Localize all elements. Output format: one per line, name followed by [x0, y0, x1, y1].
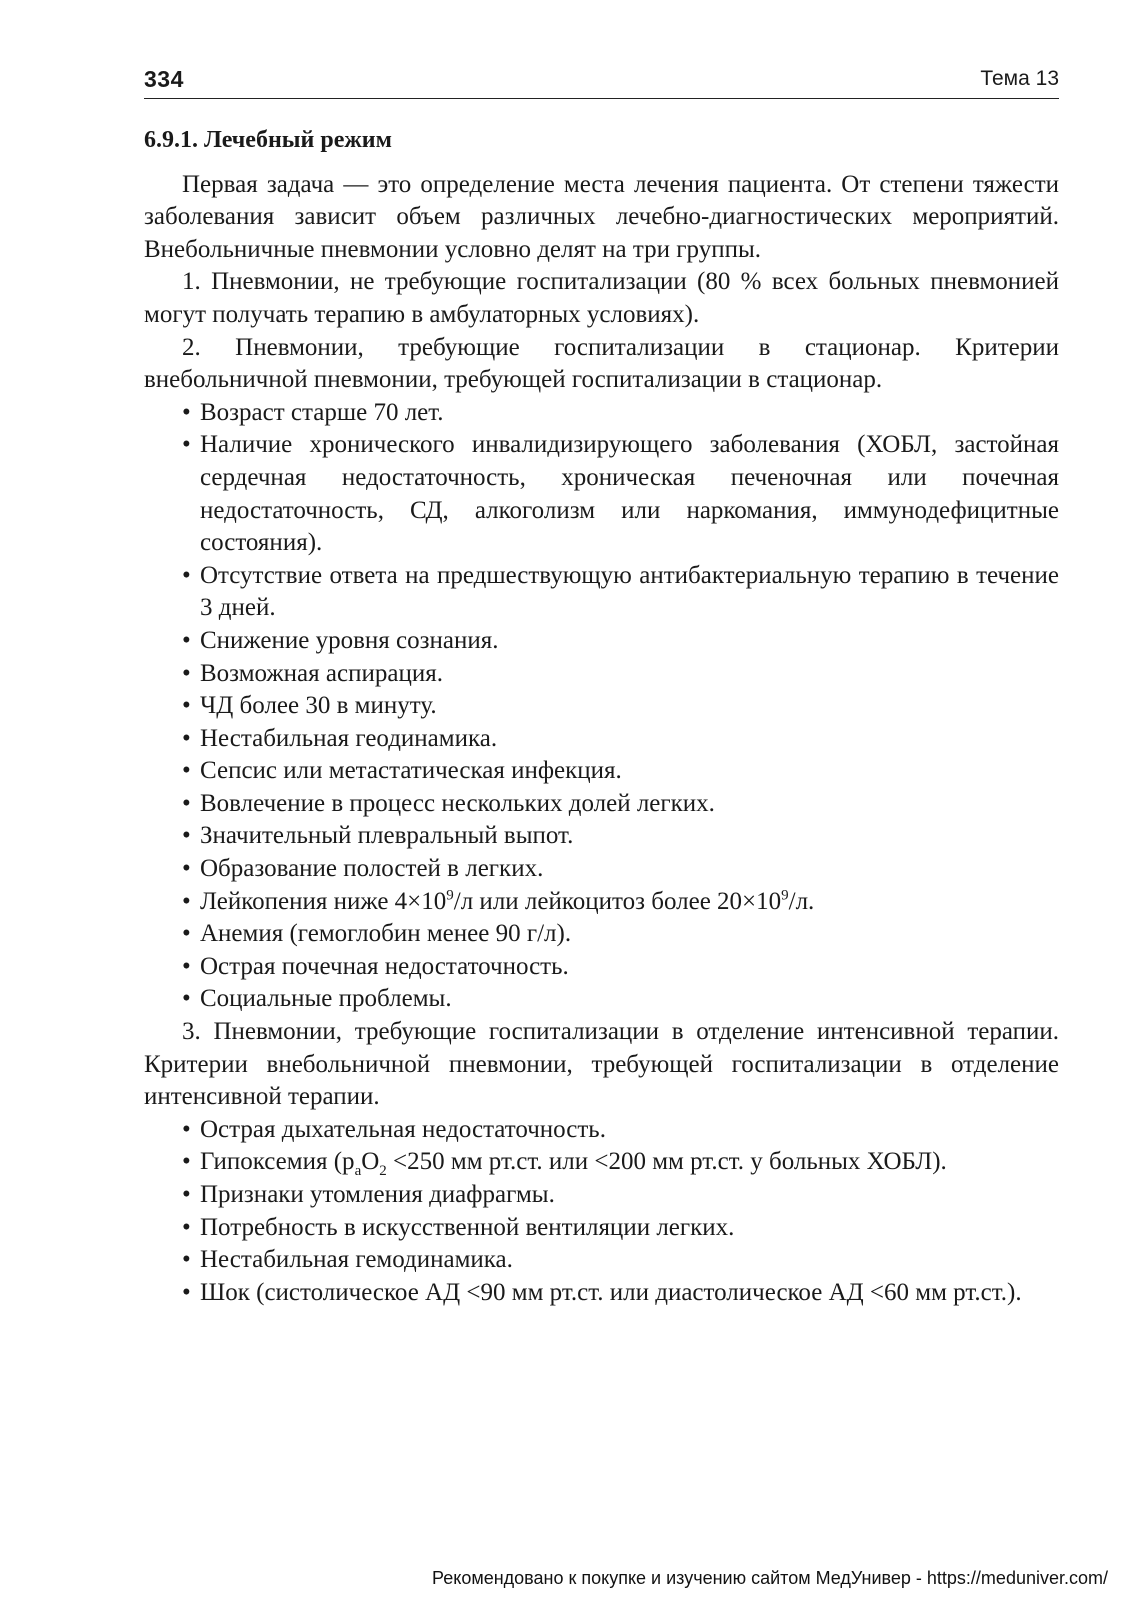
- icu-criterion-respiratory-failure: • Острая дыхательная недостаточность.: [144, 1114, 1059, 1147]
- intro-paragraph: Первая задача — это определение места лечения пациента. От степени тяжести заболевания зависит объем различных лечебно-диагностических мероприятий. Внебольничные пневмонии условно делят на три группы.: [144, 170, 1059, 263]
- icu-criterion-ventilation: • Потребность в искусственной вентиляции легких.: [144, 1212, 1059, 1245]
- leukocytes-exponent-1: 9: [446, 887, 454, 904]
- criterion-respiratory-rate: • ЧД более 30 в минуту.: [144, 690, 1059, 723]
- criterion-aspiration: • Возможная аспирация.: [144, 658, 1059, 691]
- criterion-social: • Социальные проблемы.: [144, 983, 1059, 1016]
- criterion-multilobar: • Вовлечение в процесс нескольких долей легких.: [144, 788, 1059, 821]
- criterion-chronic-disease: • Наличие хронического инвалидизирующего заболевания (ХОБЛ, застойная сердечная недостаточность, хроническая печеночная или почечная недостаточность, СД, алкоголизм или наркомания, иммунодефицитные состояния).: [144, 429, 1059, 559]
- hypoxemia-subscript-a: a: [354, 1163, 362, 1180]
- criterion-anemia: • Анемия (гемоглобин менее 90 г/л).: [144, 918, 1059, 951]
- page-content: [144, 120, 1059, 1309]
- criterion-consciousness: • Снижение уровня сознания.: [144, 625, 1059, 658]
- group-2-paragraph: 2. Пневмонии, требующие госпитализации в стационар. Критерии внебольничной пневмонии, требующей госпитализации в стационар.: [144, 333, 1059, 394]
- group-3-paragraph: 3. Пневмонии, требующие госпитализации в отделение интенсивной терапии. Критерии внебольничной пневмонии, требующей госпитализации в отделение интенсивной терапии.: [144, 1018, 1059, 1111]
- criterion-effusion: • Значительный плевральный выпот.: [144, 820, 1059, 853]
- criterion-hemodynamics: • Нестабильная геодинамика.: [144, 723, 1059, 756]
- group-3-criteria-list: [144, 1114, 1059, 1310]
- hypoxemia-subscript-2: 2: [379, 1163, 387, 1180]
- hypoxemia-text-3: <250 мм рт.ст. или <200 мм рт.ст. у больных ХОБЛ).: [386, 1148, 947, 1176]
- hypoxemia-text-1: Гипоксемия (p: [200, 1148, 355, 1176]
- criterion-sepsis: • Сепсис или метастатическая инфекция.: [144, 755, 1059, 788]
- leukocytes-text-1: Лейкопения ниже 4×10: [200, 887, 447, 915]
- page-header: [144, 64, 1059, 99]
- group-1-paragraph: 1. Пневмонии, не требующие госпитализации (80 % всех больных пневмонией могут получать терапию в амбулаторных условиях).: [144, 268, 1059, 328]
- icu-criterion-shock: • Шок (систолическое АД <90 мм рт.ст. или диастолическое АД <60 мм рт.ст.).: [144, 1277, 1059, 1310]
- group-2-criteria-list: [144, 397, 1059, 1016]
- icu-criterion-hypoxemia: [144, 1146, 1059, 1179]
- footer-recommendation: Рекомендовано к покупке и изучению сайтом МедУнивер - https://meduniver.com/: [432, 1568, 1108, 1588]
- criterion-cavities: • Образование полостей в легких.: [144, 853, 1059, 886]
- criterion-age: • Возраст старше 70 лет.: [144, 397, 1059, 430]
- leukocytes-text-3: /л.: [788, 887, 815, 915]
- icu-criterion-hemodynamics: • Нестабильная гемодинамика.: [144, 1244, 1059, 1277]
- leukocytes-text-2: /л или лейкоцитоз более 20×10: [453, 887, 782, 915]
- running-head: Тема 13: [980, 67, 1059, 90]
- leukocytes-exponent-2: 9: [781, 887, 789, 904]
- criterion-leukocytes: [144, 886, 1059, 919]
- hypoxemia-text-2: O: [361, 1148, 380, 1176]
- criterion-no-response: • Отсутствие ответа на предшествующую антибактериальную терапию в течение 3 дней.: [144, 560, 1059, 625]
- page-number: 334: [144, 66, 184, 92]
- icu-criterion-diaphragm: • Признаки утомления диафрагмы.: [144, 1179, 1059, 1212]
- criterion-renal-failure: • Острая почечная недостаточность.: [144, 951, 1059, 984]
- section-title: 6.9.1. Лечебный режим: [144, 127, 392, 153]
